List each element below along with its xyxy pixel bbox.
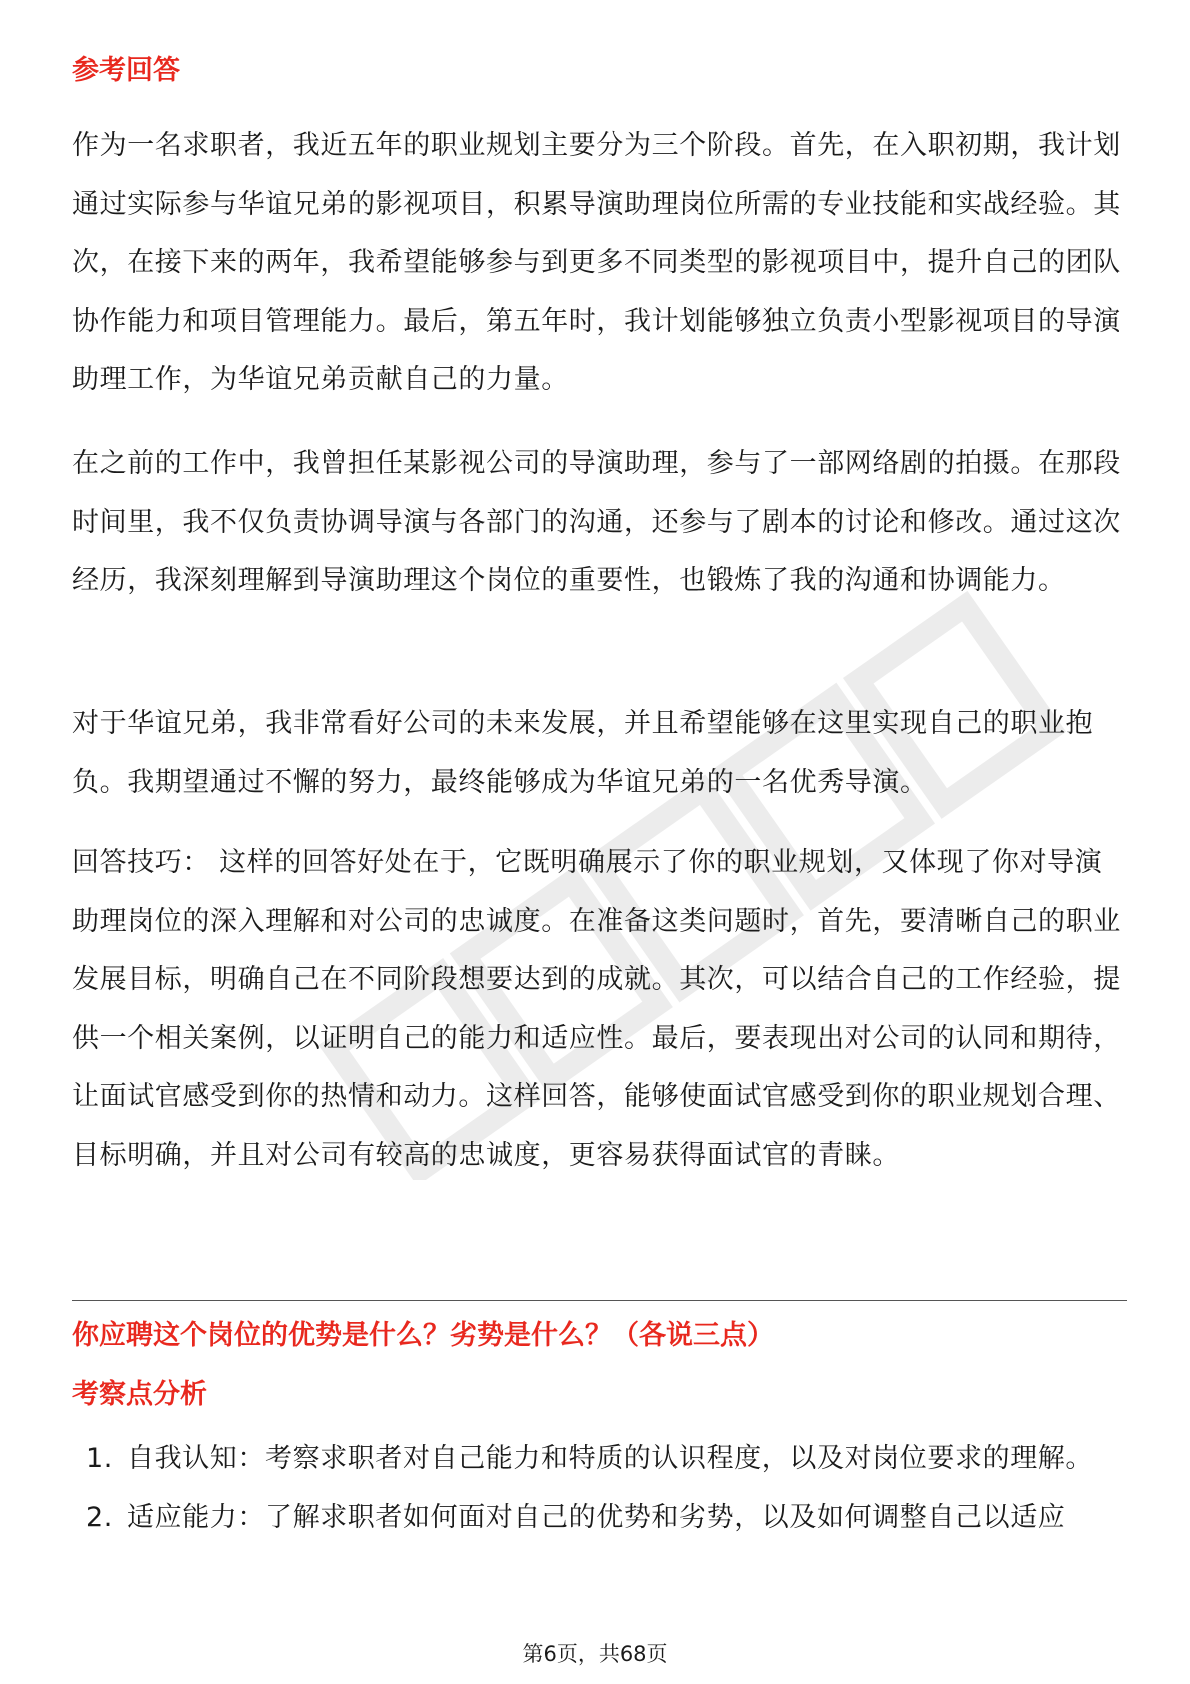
answer-tips-paragraph: 回答技巧： 这样的回答好处在于，它既明确展示了你的职业规划，又体现了你对导演助理岗位的深入理解和对公司的忠诚度。在准备这类问题时，首先，要清晰自己的职业发展目标，明确自己在不同阶段想要达到的成就。其次，可以结合自己的工作经验，提供一个相关案例，以证明自己的能力和适应性。最后，要表现出对公司的认同和期待，让面试官感受到你的热情和动力。这样回答，能够使面试官感受到你的职业规划合理、目标明确，并且对公司有较高的忠诚度，更容易获得面试官的青睐。 [72, 847, 1121, 1171]
list-item-number: 2. [86, 1501, 113, 1533]
list-item-number: 1. [86, 1443, 113, 1474]
list-item [72, 1489, 1127, 1548]
section-divider [72, 1300, 1127, 1301]
answer-paragraph-3: 对于华谊兄弟，我非常看好公司的未来发展，并且希望能够在这里实现自己的职业抱负。我期望通过不懈的努力，最终能够成为华谊兄弟的一名优秀导演。 [72, 708, 1094, 798]
list-item [72, 1430, 1127, 1489]
list-item-text: 自我认知：考察求职者对自己能力和特质的认识程度，以及对岗位要求的理解。 [127, 1443, 1093, 1474]
answer-paragraph-2: 在之前的工作中，我曾担任某影视公司的导演助理，参与了一部网络剧的拍摄。在那段时间里，我不仅负责协调导演与各部门的沟通，还参与了剧本的讨论和修改。通过这次经历，我深刻理解到导演助理这个岗位的重要性，也锻炼了我的沟通和协调能力。 [72, 448, 1121, 596]
answer-paragraph-1: 作为一名求职者，我近五年的职业规划主要分为三个阶段。首先，在入职初期，我计划通过实际参与华谊兄弟的影视项目，积累导演助理岗位所需的专业技能和实战经验。其次，在接下来的两年，我希望能够参与到更多不同类型的影视项目中，提升自己的团队协作能力和项目管理能力。最后，第五年时，我计划能够独立负责小型影视项目的导演助理工作，为华谊兄弟贡献自己的力量。 [72, 130, 1121, 395]
analysis-list [72, 1430, 1127, 1547]
page-footer: 第6页，共68页 [522, 1642, 668, 1666]
reference-answer-heading: 参考回答 [72, 55, 180, 86]
analysis-heading: 考察点分析 [72, 1379, 207, 1410]
list-item-text: 适应能力：了解求职者如何面对自己的优势和劣势，以及如何调整自己以适应 [127, 1501, 1066, 1533]
question-title: 你应聘这个岗位的优势是什么？劣势是什么？（各说三点） [72, 1320, 774, 1351]
